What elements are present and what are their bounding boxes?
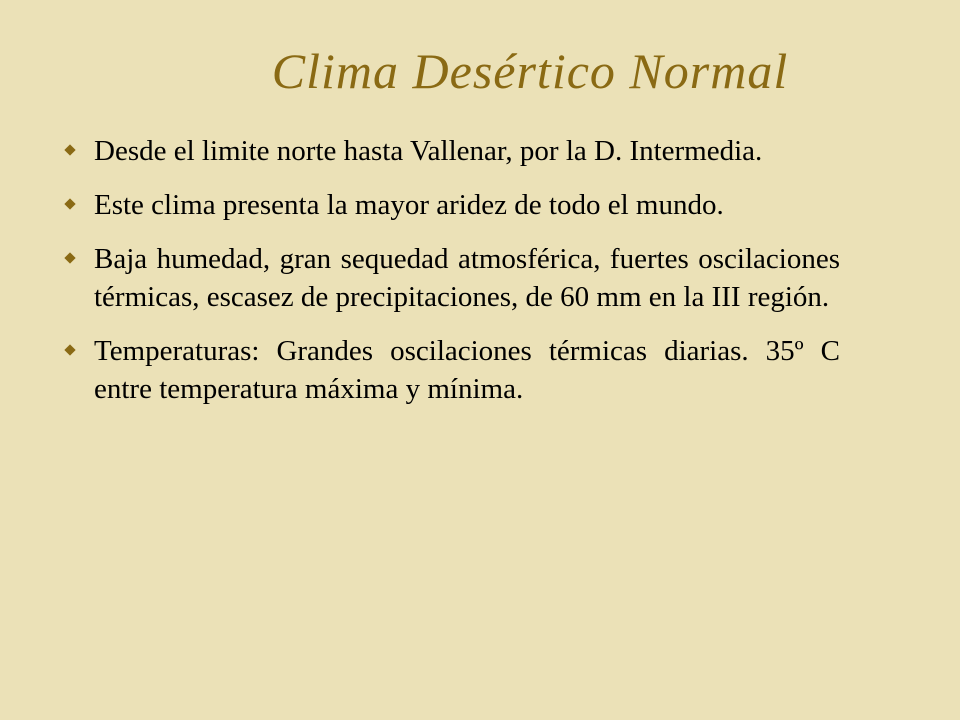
diamond-bullet-icon xyxy=(64,198,75,209)
bullet-item-3 xyxy=(62,240,840,316)
bullet-text-1: Desde el limite norte hasta Vallenar, por la D. Intermedia. xyxy=(94,135,763,167)
slide-title: Clima Desértico Normal xyxy=(271,43,789,99)
bullet-text-2: Este clima presenta la mayor aridez de todo el mundo. xyxy=(94,189,724,221)
diamond-bullet-icon xyxy=(64,344,75,355)
bullet-text-3: Baja humedad, gran sequedad atmosférica, fuertes oscilaciones térmicas, escasez de precipitaciones, de 60 mm en la III región. xyxy=(94,243,840,313)
bullet-list xyxy=(62,132,840,424)
diamond-bullet-icon xyxy=(64,144,75,155)
bullet-item-1 xyxy=(62,132,840,170)
bullet-item-2 xyxy=(62,186,840,224)
bullet-item-4 xyxy=(62,332,840,408)
bullet-text-4: Temperaturas: Grandes oscilaciones térmicas diarias. 35º C entre temperatura máxima y mínima. xyxy=(94,335,840,405)
diamond-bullet-icon xyxy=(64,252,75,263)
